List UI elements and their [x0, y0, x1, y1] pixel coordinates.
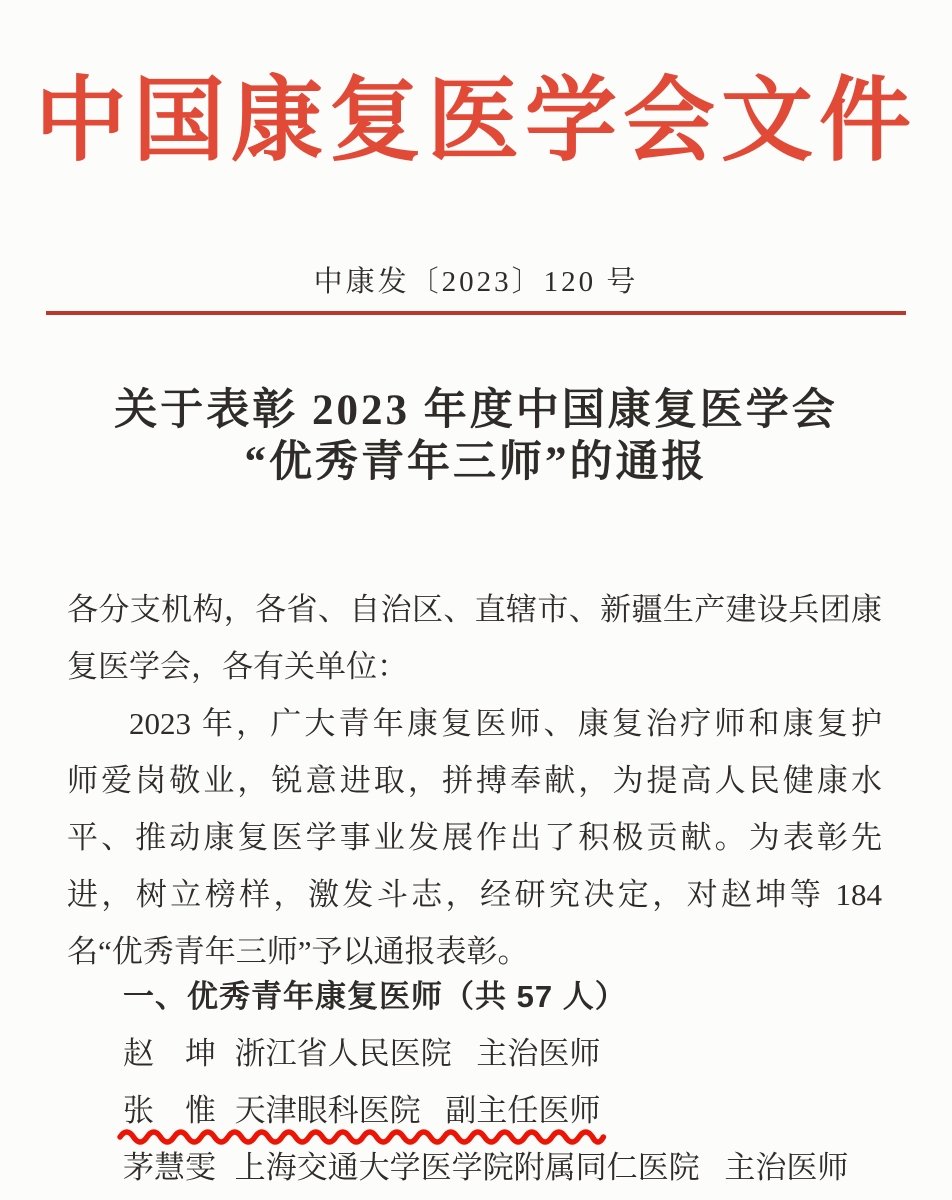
- paragraph-line: 进，树立榜样，激发斗志，经研究决定，对赵坤等 184: [67, 876, 882, 912]
- salutation-line-2: 复医学会，各有关单位：: [67, 648, 408, 684]
- awardee-job-title: 主治医师: [724, 1149, 849, 1185]
- document-number: 中康发〔2023〕120 号: [313, 265, 639, 298]
- awardee-row: [67, 1139, 882, 1196]
- paragraph-line: 2023 年，广大青年康复医师、康复治疗师和康复护: [129, 705, 882, 741]
- awardee-organization: 天津眼科医院: [234, 1092, 421, 1128]
- awardee-row-highlighted: [67, 1082, 882, 1139]
- awardee-name: 张 惟: [123, 1092, 216, 1128]
- awardee-job-title: 副主任医师: [445, 1092, 601, 1128]
- underlined-entry: [123, 1082, 600, 1139]
- notice-title: [0, 385, 952, 489]
- paragraph-line: 师爱岗敬业，锐意进取，拼搏奉献，为提高人民健康水: [67, 762, 882, 798]
- paragraph-line: 平、推动康复医学事业发展作出了积极贡献。为表彰先: [67, 819, 882, 855]
- section-heading: 一、优秀青年康复医师（共 57 人）: [123, 978, 627, 1014]
- letterhead-title: 中国康复医学会文件: [34, 66, 917, 174]
- notice-title-line2: “优秀青年三师”的通报: [244, 438, 708, 486]
- awardee-name: 赵 坤: [123, 1035, 216, 1071]
- awardee-job-title: 主治医师: [476, 1035, 601, 1071]
- red-separator-rule: [46, 311, 906, 315]
- notice-title-line1: 关于表彰 2023 年度中国康复医学会: [114, 386, 838, 434]
- awardee-name: 茅慧雯: [123, 1149, 216, 1185]
- awardee-organization: 浙江省人民医院: [234, 1035, 452, 1071]
- awardee-organization: 上海交通大学医学院附属同仁医院: [234, 1149, 700, 1185]
- awardee-row: [67, 1025, 882, 1082]
- document-body: [67, 581, 882, 1196]
- salutation-line-1: 各分支机构，各省、自治区、直辖市、新疆生产建设兵团康: [67, 591, 882, 627]
- paragraph-line: 名“优秀青年三师”予以通报表彰。: [67, 933, 529, 969]
